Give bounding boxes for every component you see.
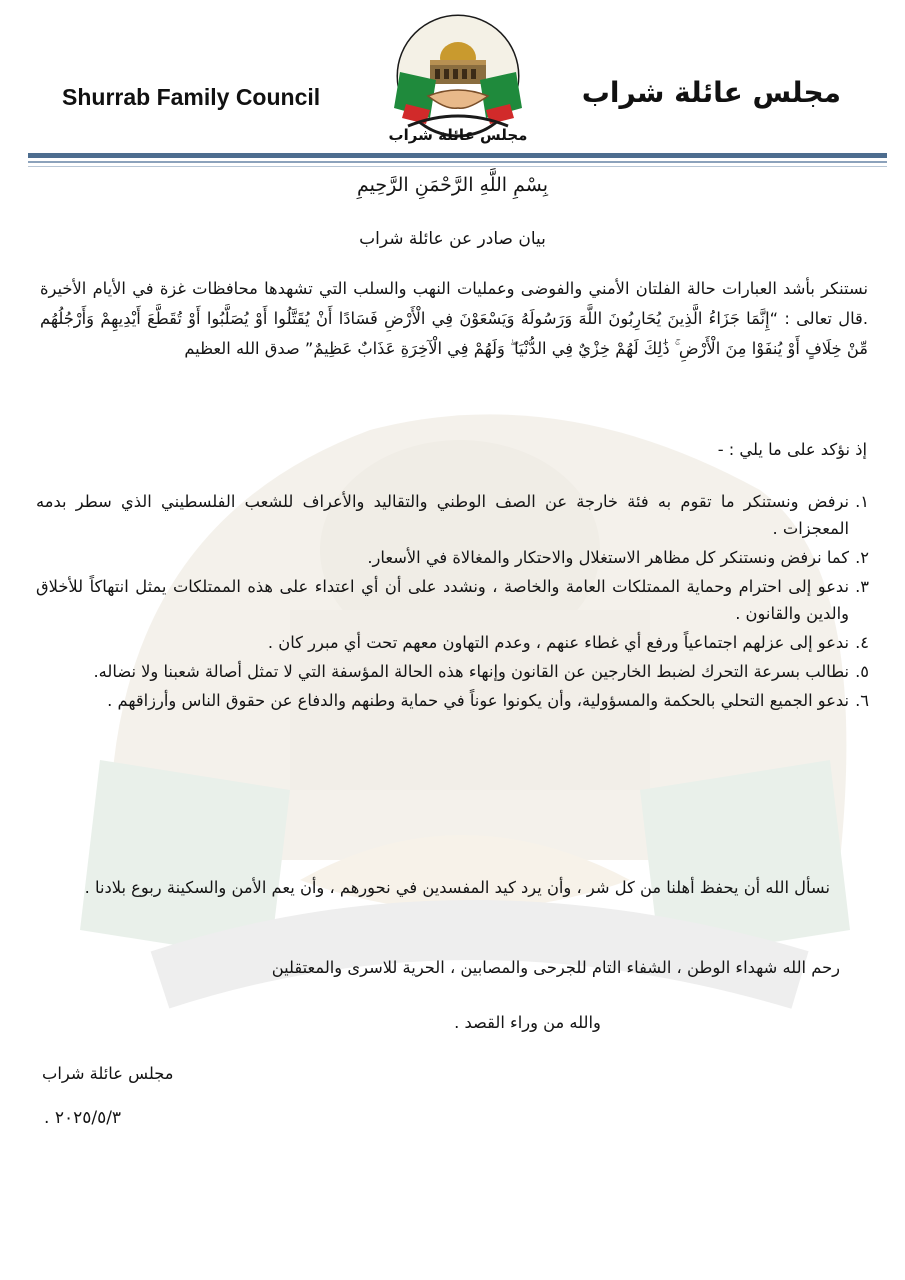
item-text: ندعو إلى احترام وحماية الممتلكات العامة والخاصة ، ونشدد على أن أي اعتداء على هذه الممتلكات يمثل انتهاكاً للأخلاق والدين والقانون . [36, 577, 849, 623]
prayer-paragraph: نسأل الله أن يحفظ أهلنا من كل شر ، وأن يرد كيد المفسدين في نحورهم ، وأن يعم الأمن والسكينة ربوع بلادنا . [84, 878, 830, 897]
list-item [36, 629, 869, 656]
statement-title: بيان صادر عن عائلة شراب [359, 229, 546, 249]
svg-text:مجلس عائلة شراب: مجلس عائلة شراب [388, 126, 528, 144]
confirm-heading: إذ نؤكد على ما يلي : - [717, 440, 867, 459]
item-text: نرفض ونستنكر ما تقوم به فئة خارجة عن الصف الوطني والتقاليد والأعراف للشعب الفلسطيني الذي سطر بدمه المعجزات . [36, 492, 849, 538]
header-rule-mid [28, 161, 887, 163]
council-name-arabic: مجلس عائلة شراب [581, 76, 841, 109]
item-text: كما نرفض ونستنكر كل مظاهر الاستغلال والاحتكار والمغالاة في الأسعار. [367, 548, 849, 567]
item-number: ٣. [855, 577, 869, 596]
header-rule-thin [28, 166, 887, 167]
signature: مجلس عائلة شراب [42, 1064, 174, 1083]
item-number: ٦. [855, 691, 869, 710]
basmala: بِسْمِ اللَّهِ الرَّحْمَنِ الرَّحِيمِ [357, 174, 548, 196]
issue-date: . ٢٠٢٥/٥/٣ [44, 1108, 122, 1128]
closing-line: والله من وراء القصد . [454, 1013, 601, 1032]
council-logo-icon [368, 14, 548, 146]
item-text: نطالب بسرعة التحرك لضبط الخارجين عن القانون وإنهاء هذه الحالة المؤسفة التي لا تمثل أصالة شعبنا ولا نضاله. [93, 662, 849, 681]
header-rule-thick [28, 153, 887, 158]
council-name-english: Shurrab Family Council [62, 84, 321, 110]
points-list [36, 488, 869, 716]
item-text: ندعو الجميع التحلي بالحكمة والمسؤولية، وأن يكونوا عوناً في حماية وطنهم والدفاع عن حقوق الناس وأرزاقهم . [107, 691, 849, 710]
item-number: ٥. [855, 662, 869, 681]
mercy-paragraph: رحم الله شهداء الوطن ، الشفاء التام للجرحى والمصابين ، الحرية للاسرى والمعتقلين [271, 958, 840, 977]
item-text: ندعو إلى عزلهم اجتماعياً ورفع أي غطاء عنهم ، وعدم التهاون معهم تحت أي مبرر كان . [267, 633, 849, 652]
list-item [36, 488, 869, 542]
intro-paragraph: نستنكر بأشد العبارات حالة الفلتان الأمني والفوضى وعمليات النهب والسلب التي تشهدها محافظات غزة في الأيام الأخيرة .قال تعالى : “إِنَّمَا جَزَاءُ الَّذِينَ يُحَارِبُونَ اللَّهَ وَرَسُولَهُ وَيَسْعَوْنَ فِي الْأَرْضِ فَسَادًا أَنْ يُقَتَّلُوا أَوْ يُصَلَّبُوا أَوْ تُقَطَّعَ أَيْدِيهِمْ وَأَرْجُلُهُم مِّنْ خِلَافٍ أَوْ يُنفَوْا مِنَ الْأَرْضِ ۚ ذَٰلِكَ لَهُمْ خِزْيٌ فِي الدُّنْيَا ۖ وَلَهُمْ فِي الْآخِرَةِ عَذَابٌ عَظِيمٌ” صدق الله العظيم [40, 279, 868, 358]
item-number: ١. [855, 492, 869, 511]
item-number: ٤. [855, 633, 869, 652]
item-number: ٢. [855, 548, 869, 567]
list-item [36, 658, 869, 685]
list-item [36, 544, 869, 571]
list-item [36, 573, 869, 627]
list-item [36, 687, 869, 714]
